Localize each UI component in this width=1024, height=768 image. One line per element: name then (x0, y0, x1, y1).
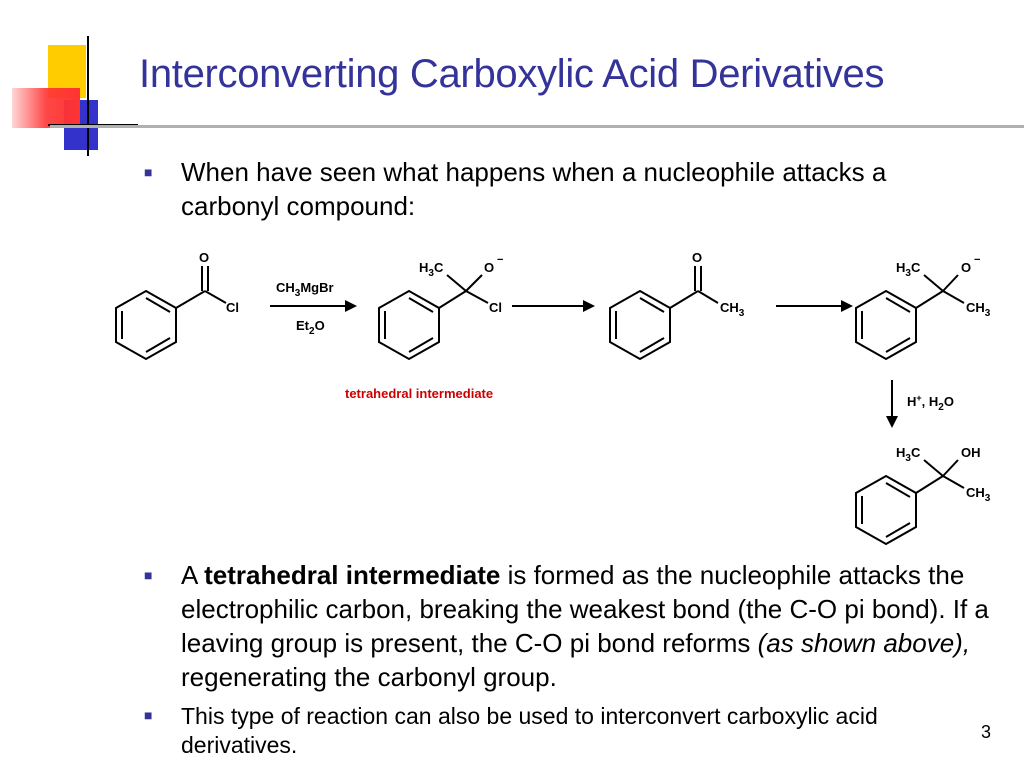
arrowhead-2 (583, 300, 595, 312)
bullet-2-italic-note: (as shown above), (757, 628, 971, 658)
bullet-1-text: When have seen what happens when a nucleophile attacks a carbonyl compound: (181, 157, 887, 221)
bullet-2-text-middle: is formed as the nucleophile attacks the electrophilic carbon, breaking the weakest bond (the C-O pi bond). If a leaving group is present, the C-O pi bond reforms (181, 560, 989, 658)
title-underline (50, 125, 1024, 128)
tetrahedral-intermediate-label: tetrahedral intermediate (345, 386, 494, 401)
reagent-grignard-label: $CH_3MgBr$ (276, 280, 334, 299)
m2-charge-label: − (497, 254, 504, 266)
m1-chlorine-label: Cl (226, 300, 239, 315)
bullet-marker-icon: ■ (144, 567, 153, 583)
arrowhead-4 (886, 416, 898, 428)
m2-chlorine-label: Cl (489, 300, 502, 315)
molecule-tetrahedral-intermediate (379, 275, 488, 359)
bullet-3 (144, 702, 971, 760)
deco-red-bar (12, 88, 80, 128)
m4-charge-label: − (974, 254, 981, 266)
reaction-scheme (0, 240, 1024, 560)
m2-methyl-label: $H_3C$ (419, 260, 444, 279)
bullet-marker-icon: ■ (144, 164, 153, 180)
m4-methyl2-label: $CH_3$ (966, 300, 991, 319)
bullet-3-text: This type of reaction can also be used to interconvert carboxylic acid derivatives. (181, 703, 878, 758)
slide-title: Interconverting Carboxylic Acid Derivatives (139, 52, 885, 96)
arrowhead-1 (345, 300, 357, 312)
m2-oxygen-label: O (484, 260, 495, 275)
m4-methyl-label: $H_3C$ (896, 260, 921, 279)
molecule-alkoxide (856, 275, 964, 359)
m3-methyl-label: $CH_3$ (720, 300, 745, 319)
bullet-2-text-end: regenerating the carbonyl group. (181, 662, 557, 692)
molecule-tertiary-alcohol (856, 460, 964, 544)
m5-hydroxyl-label: OH (961, 445, 981, 460)
bullet-2 (144, 558, 1001, 694)
molecule-acetophenone (610, 266, 718, 359)
m3-oxygen-label: O (692, 250, 703, 265)
corner-decoration (0, 0, 140, 160)
m5-methyl-label: $H_3C$ (896, 445, 921, 464)
arrowhead-3 (841, 300, 853, 312)
reagent-ether-label: $Et_2O$ (296, 318, 325, 337)
slide-number: 3 (980, 722, 991, 742)
reagent-acid-water-label: H+, $H_2O$ (907, 393, 954, 413)
bullet-1 (144, 155, 981, 223)
m5-methyl2-label: $CH_3$ (966, 485, 991, 504)
bullet-2-bold-term: tetrahedral intermediate (204, 560, 501, 590)
bullet-2-text-start: A (181, 560, 205, 590)
m4-oxygen-label: O (961, 260, 972, 275)
bullet-marker-icon: ■ (144, 707, 153, 723)
molecule-benzoyl-chloride (116, 266, 226, 359)
m1-oxygen-label: O (199, 250, 210, 265)
